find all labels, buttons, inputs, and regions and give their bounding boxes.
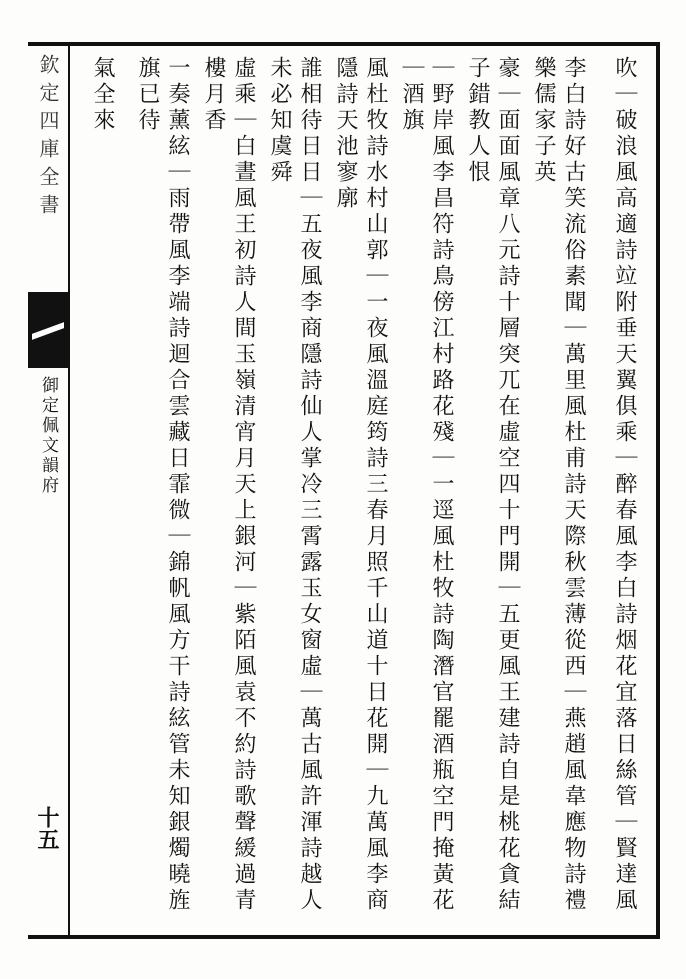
column-text: 誰相待日日｜五夜風李商隱詩仙人掌冷三霄露玉女窗虛｜萬古風許渾詩越人未必知虞舜 [267, 56, 322, 914]
text-column-5 [330, 56, 390, 926]
bottom-border [28, 935, 660, 939]
spine-book-title: 御定佩文韻府 [38, 376, 58, 496]
text-column-7 [198, 56, 258, 926]
right-border [656, 42, 660, 939]
text-columns [74, 56, 654, 926]
column-text: 李白詩好古笑流俗素聞｜萬里風杜甫詩天際秋雲薄從西｜燕趙風韋應物詩禮樂儒家子英 [531, 56, 586, 914]
text-column-4 [396, 56, 456, 926]
spine-collection-title: 欽定四庫全書 [36, 54, 60, 222]
column-text: ｜野岸風李昌符詩鳥傍江村路花殘｜一逕風杜牧詩陶潛官罷酒瓶空門掩黃花｜酒旗 [399, 56, 454, 914]
fishtail-mark [28, 292, 68, 368]
column-text: 氣全來 [90, 56, 115, 134]
text-column-3 [462, 56, 522, 926]
top-border [28, 42, 660, 46]
text-column-8 [132, 56, 192, 926]
spine-divider [68, 42, 70, 939]
text-column-6 [264, 56, 324, 926]
column-text: 風杜牧詩水村山郭｜一夜風溫庭筠詩三春月照千山道十日花開｜九萬風李商隱詩天池寥廓 [333, 56, 388, 914]
text-column-9 [72, 56, 132, 926]
page-number: 十五 [34, 806, 60, 850]
column-text: 豪｜面面風章八元詩十層突兀在虛空四十門開｜五更風王建詩自是桃花貪結子錯教人恨 [465, 56, 520, 914]
text-column-1 [594, 56, 654, 926]
page-spine [28, 46, 68, 935]
column-text: 一奏薰絃｜雨帶風李端詩迴合雲藏日霏微｜錦帆風方干詩絃管未知銀燭曉旌旗已待 [135, 56, 190, 914]
column-text: 虛乘｜白晝風王初詩人間玉嶺清宵月天上銀河｜紫陌風袁不約詩歌聲緩過青樓月香 [201, 56, 256, 914]
text-column-2 [528, 56, 588, 926]
column-text: 吹｜破浪風高適詩竝附垂天翼俱乘｜醉春風李白詩烟花宜落日絲管｜賢達風 [612, 56, 637, 914]
